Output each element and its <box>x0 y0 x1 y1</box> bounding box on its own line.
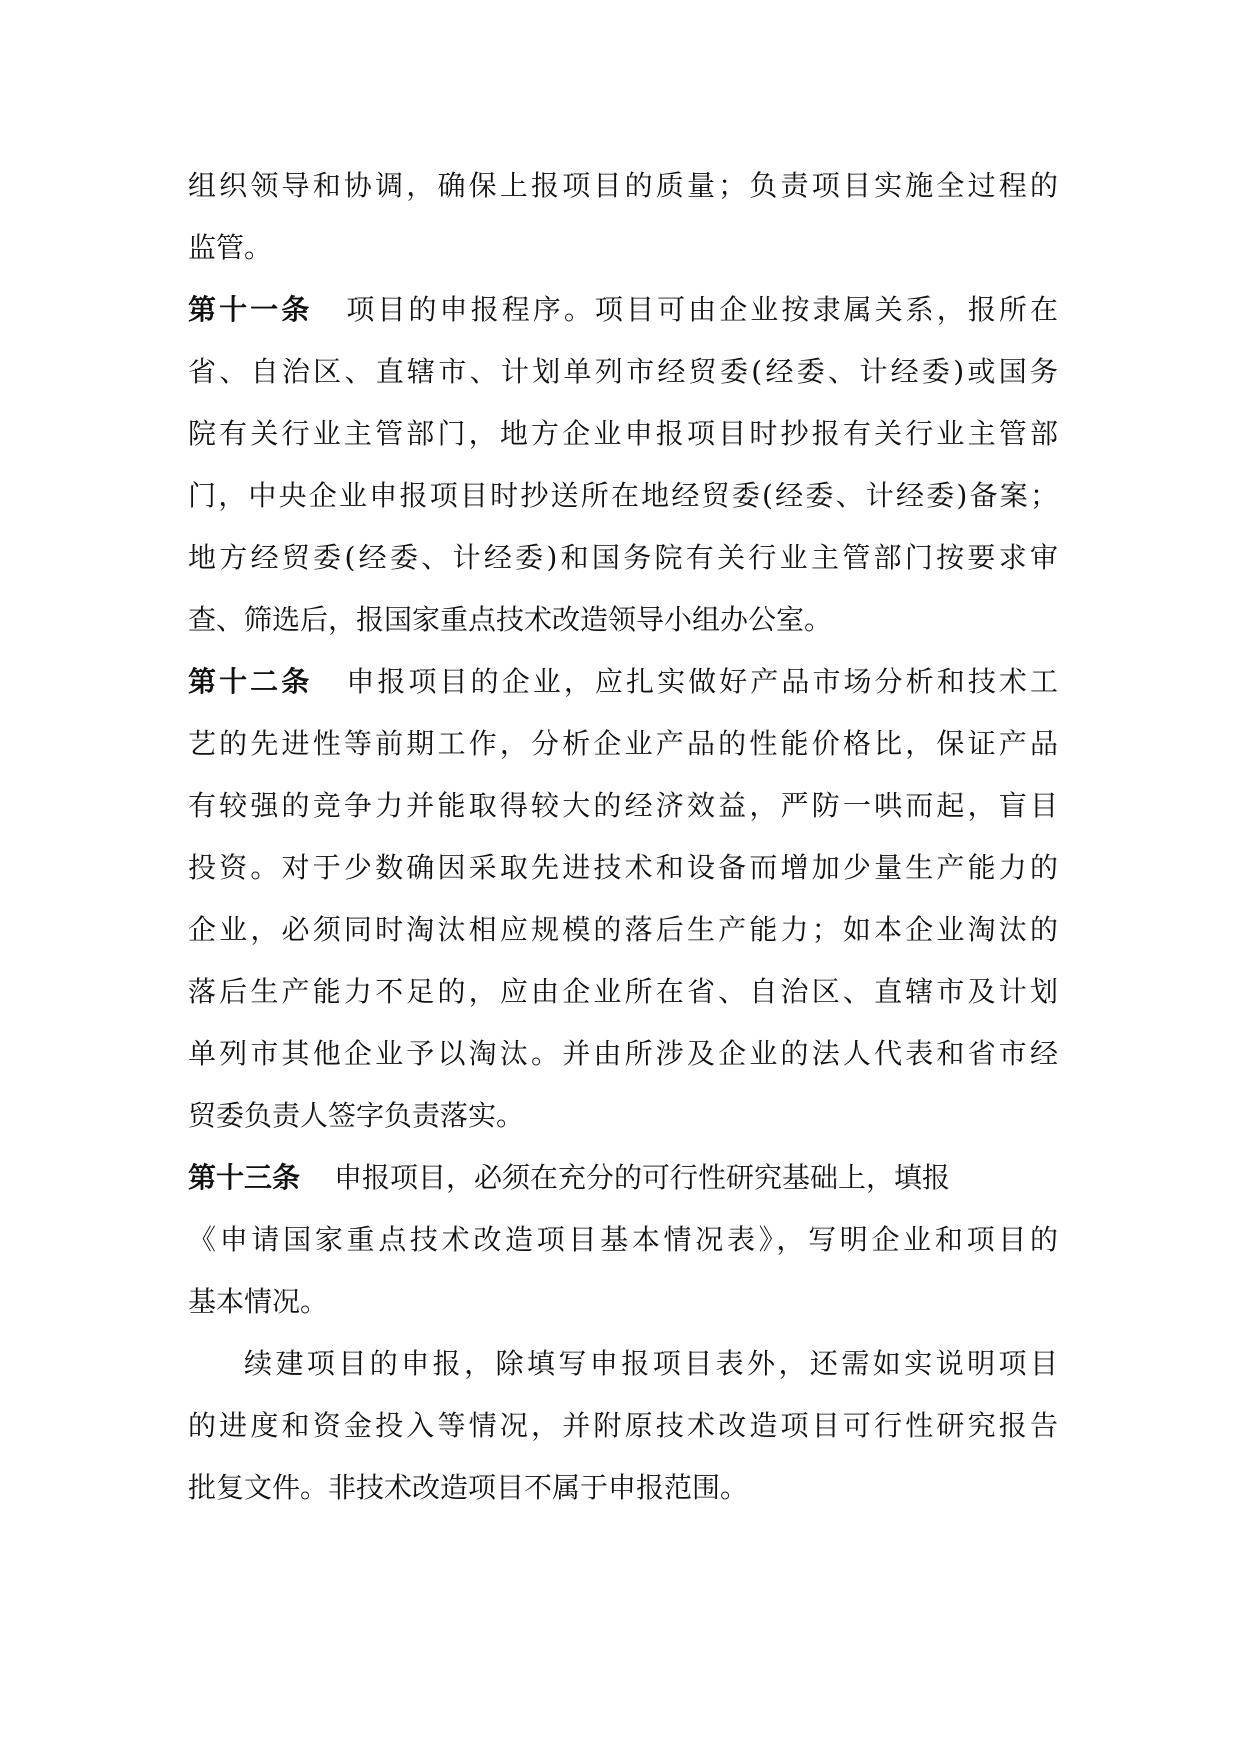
text-line: 有较强的竞争力并能取得较大的经济效益，严防一哄而起，盲目 <box>188 789 1058 822</box>
document-body <box>188 155 1058 1519</box>
article-12 <box>188 651 1058 1147</box>
article-label: 第十二条 <box>188 665 313 698</box>
text-line: 门，中央企业申报项目时抄送所在地经贸委(经委、计经委)备案； <box>188 479 1058 512</box>
text-line: 《申请国家重点技术改造项目基本情况表》，写明企业和项目的 <box>188 1223 1058 1256</box>
text-line: 地方经贸委(经委、计经委)和国务院有关行业主管部门按要求审 <box>188 541 1058 574</box>
article-11 <box>188 279 1058 651</box>
text-line: 落后生产能力不足的，应由企业所在省、自治区、直辖市及计划 <box>188 975 1058 1008</box>
text-line <box>188 651 1058 713</box>
text-line: 批复文件。非技术改造项目不属于申报范围。 <box>188 1471 749 1504</box>
article-13 <box>188 1147 1058 1333</box>
text-line: 查、筛选后，报国家重点技术改造领导小组办公室。 <box>188 603 833 636</box>
text-line <box>188 279 1058 341</box>
text-line-content: 项目的申报程序。项目可由企业按隶属关系，报所在 <box>346 293 1058 326</box>
article-label: 第十一条 <box>188 293 313 326</box>
text-line: 院有关行业主管部门，地方企业申报项目时抄报有关行业主管部 <box>188 417 1058 450</box>
text-line-content: 申报项目，必须在充分的可行性研究基础上，填报 <box>334 1161 951 1194</box>
text-line: 的进度和资金投入等情况，并附原技术改造项目可行性研究报告 <box>188 1409 1058 1442</box>
text-line: 续建项目的申报，除填写申报项目表外，还需如实说明项目 <box>244 1347 1058 1380</box>
text-line: 基本情况。 <box>188 1285 329 1318</box>
text-line <box>188 1147 1058 1209</box>
text-line: 艺的先进性等前期工作，分析企业产品的性能价格比，保证产品 <box>188 727 1058 760</box>
text-line: 单列市其他企业予以淘汰。并由所涉及企业的法人代表和省市经 <box>188 1037 1058 1070</box>
text-line: 组织领导和协调，确保上报项目的质量；负责项目实施全过程的 <box>188 169 1058 202</box>
paragraph-continued <box>188 155 1058 279</box>
article-label: 第十三条 <box>188 1161 301 1194</box>
article-13-continuation <box>188 1333 1058 1519</box>
text-line: 贸委负责人签字负责落实。 <box>188 1099 525 1132</box>
text-line: 投资。对于少数确因采取先进技术和设备而增加少量生产能力的 <box>188 851 1058 884</box>
text-line-content: 申报项目的企业，应扎实做好产品市场分析和技术工 <box>346 665 1058 698</box>
text-line: 省、自治区、直辖市、计划单列市经贸委(经委、计经委)或国务 <box>188 355 1058 388</box>
text-line: 企业，必须同时淘汰相应规模的落后生产能力；如本企业淘汰的 <box>188 913 1058 946</box>
text-line: 监管。 <box>188 231 273 264</box>
